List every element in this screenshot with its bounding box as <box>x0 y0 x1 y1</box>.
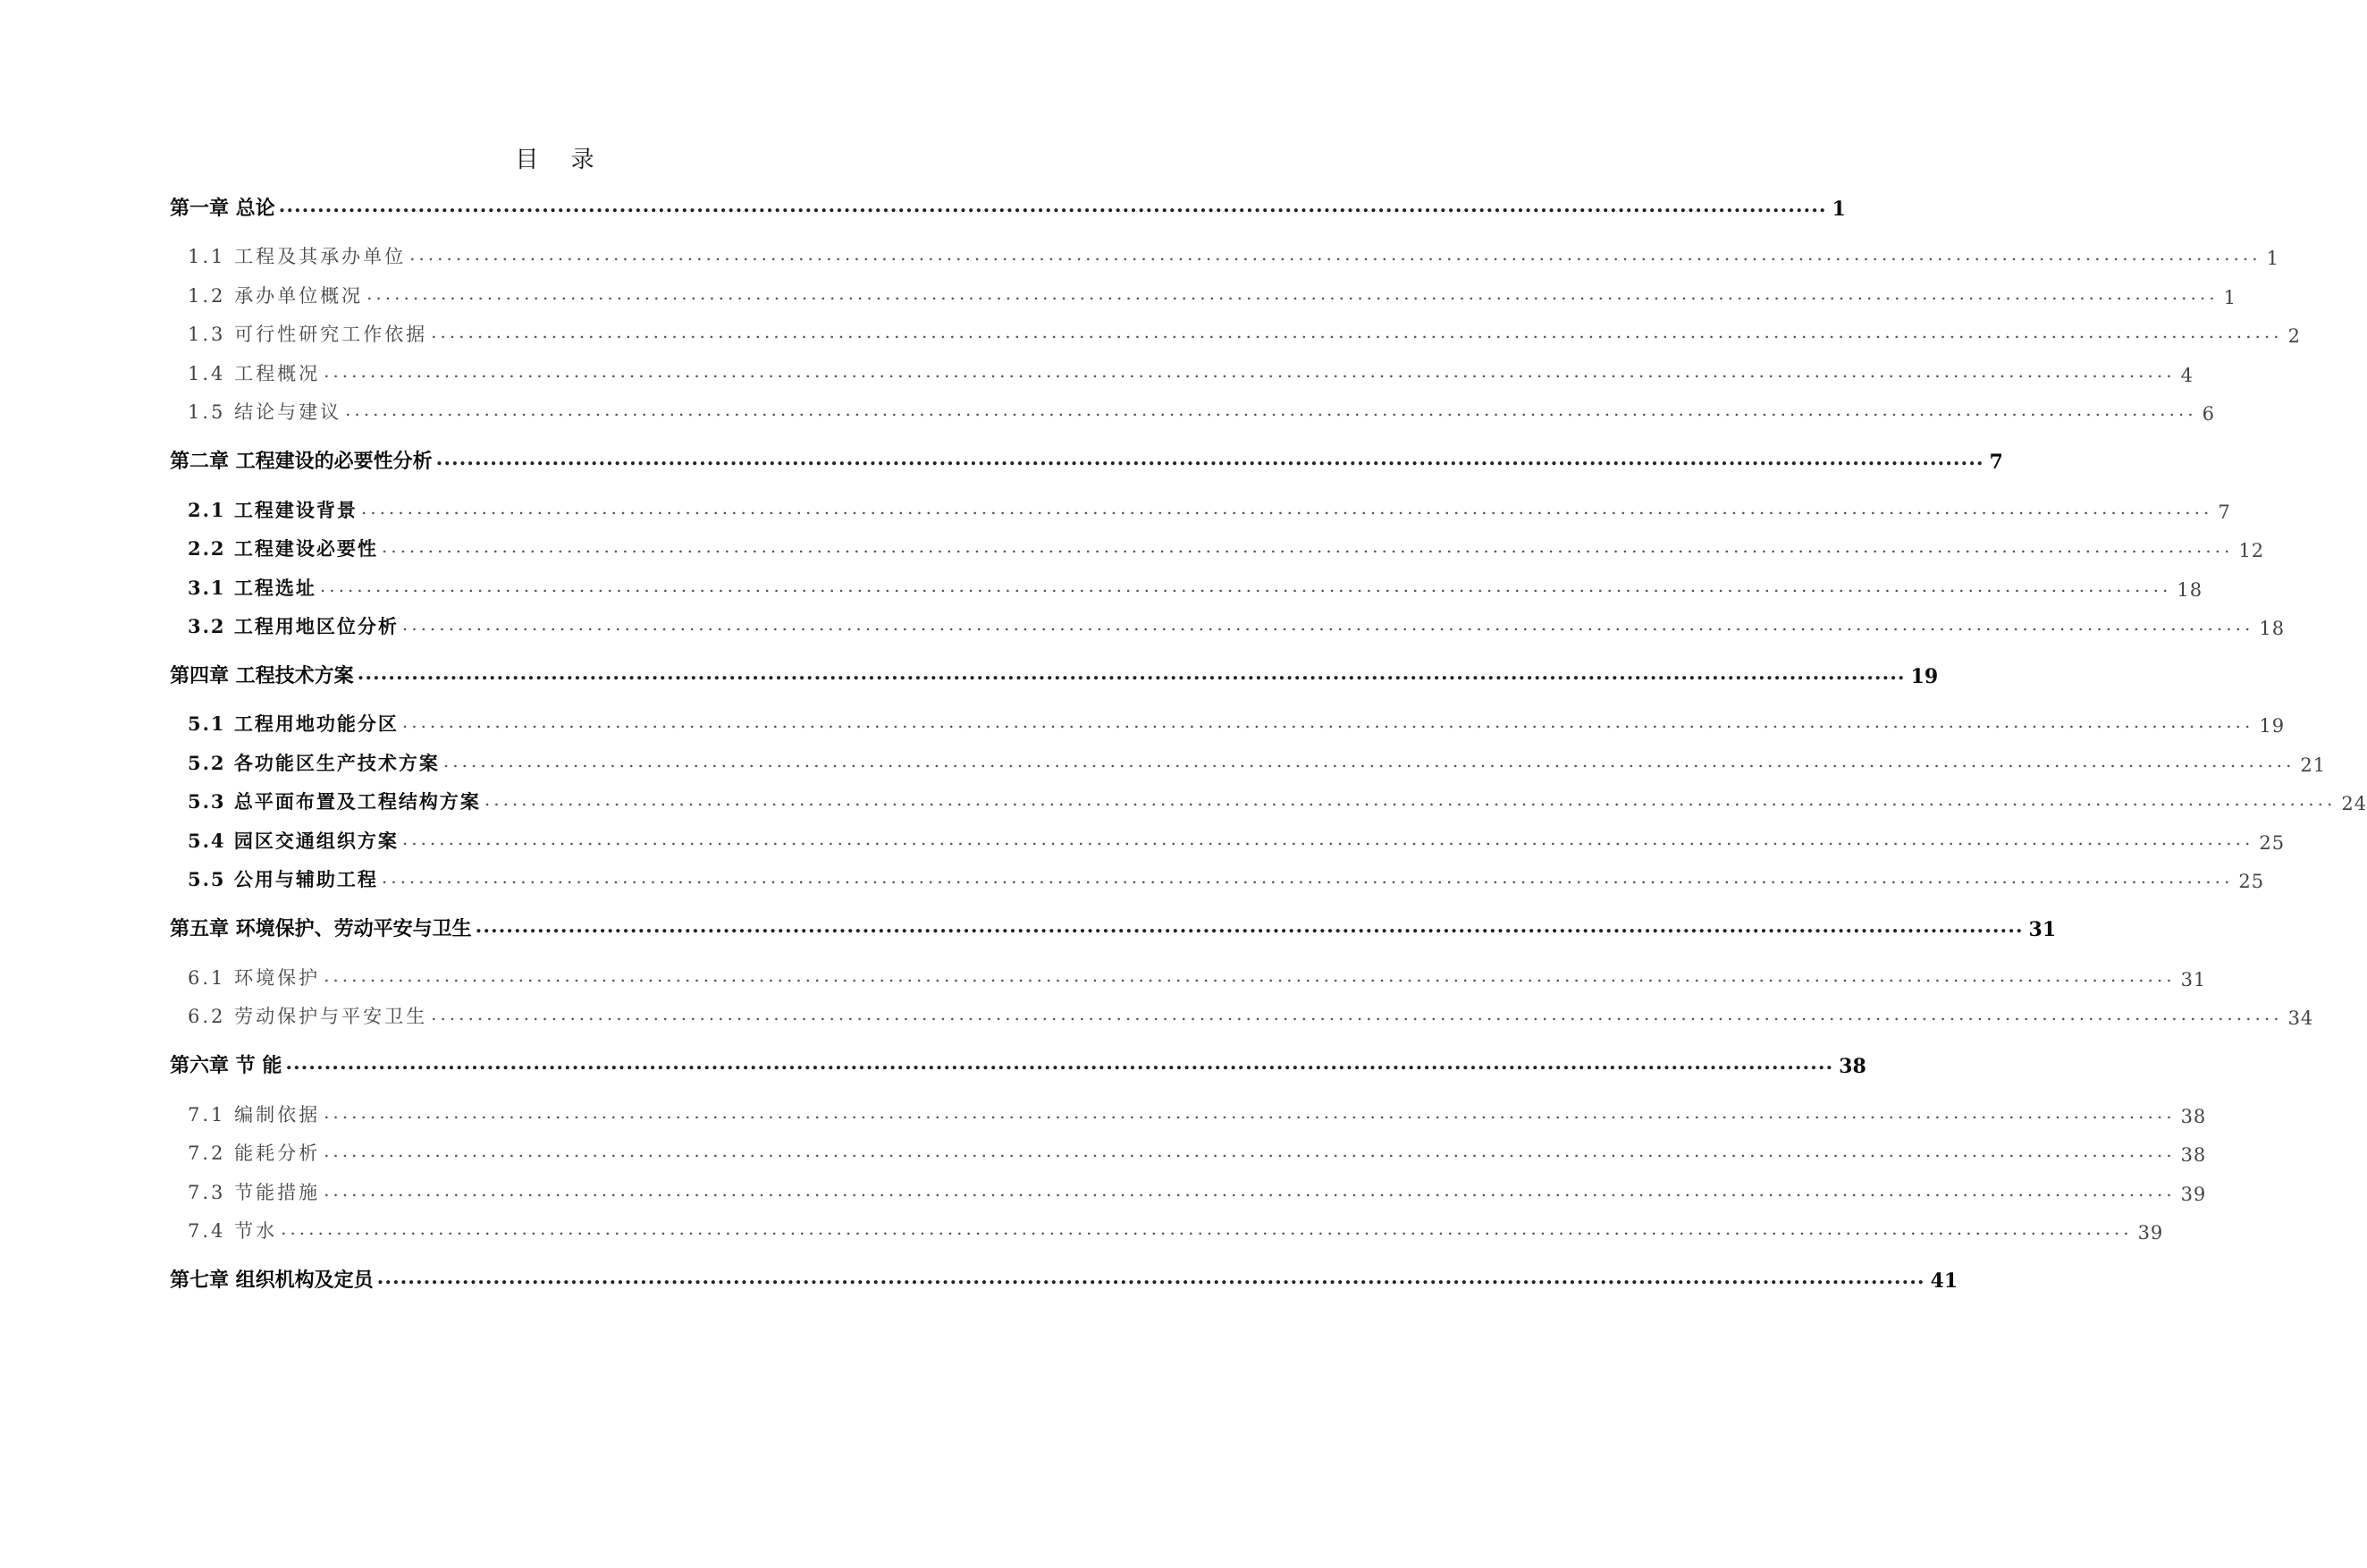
toc-entry-page: 12 <box>2238 540 2265 561</box>
toc-entry-section-7-4[interactable] <box>170 1213 2164 1243</box>
dot-leader: ........................................................................................................................................................................................................ <box>484 788 2337 810</box>
toc-entry-chapter-6[interactable] <box>170 1048 1866 1078</box>
toc-entry-label: 2.1 工程建设背景 <box>188 499 358 521</box>
dot-leader: ........................................................................................................................................................................................................ <box>324 965 2176 986</box>
toc-entry-section-5-2[interactable] <box>170 746 2327 776</box>
toc-entry-label: 1.3 可行性研究工作依据 <box>188 324 428 345</box>
dot-leader: ........................................................................................................................................................................................................ <box>435 447 1984 470</box>
dot-leader: ........................................................................................................................................................................................................ <box>357 662 1906 685</box>
toc-entry-section-5-1[interactable] <box>170 706 2286 737</box>
toc-entry-label: 6.2 劳动保护与平安卫生 <box>188 1006 428 1027</box>
dot-leader: ........................................................................................................................................................................................................ <box>324 1179 2176 1201</box>
toc-entry-page: 2 <box>2287 325 2301 347</box>
toc-entry-chapter-5[interactable] <box>170 911 2057 941</box>
toc-entry-label: 5.2 各功能区生产技术方案 <box>188 752 440 774</box>
toc-entry-label: 第七章 组织机构及定员 <box>170 1269 374 1292</box>
toc-entry-section-3-2[interactable] <box>170 609 2286 639</box>
toc-entry-section-6-1[interactable] <box>170 960 2207 991</box>
toc-entry-section-2-2[interactable] <box>170 531 2265 561</box>
dot-leader: ........................................................................................................................................................................................................ <box>285 1051 1834 1075</box>
dot-leader: ........................................................................................................................................................................................................ <box>281 1218 2133 1239</box>
toc-entry-page: 38 <box>2180 1106 2207 1127</box>
toc-entry-label: 6.1 环境保护 <box>188 967 321 989</box>
toc-entry-section-1-1[interactable] <box>170 239 2279 269</box>
toc-entry-page: 7 <box>1989 451 2003 474</box>
toc-entry-label: 1.5 结论与建议 <box>188 401 342 423</box>
toc-entry-page: 4 <box>2180 365 2194 386</box>
toc-entry-label: 3.1 工程选址 <box>188 577 316 599</box>
toc-entry-section-7-3[interactable] <box>170 1175 2207 1205</box>
dot-leader: ........................................................................................................................................................................................................ <box>475 915 2024 938</box>
toc-entry-section-5-3[interactable] <box>170 784 2367 814</box>
toc-entry-page: 24 <box>2341 793 2367 814</box>
toc-entry-label: 1.4 工程概况 <box>188 363 321 384</box>
toc-entry-page: 1 <box>1832 198 1846 221</box>
toc-entry-label: 1.1 工程及其承办单位 <box>188 246 407 267</box>
toc-entry-page: 18 <box>2259 618 2286 639</box>
toc-entry-label: 5.1 工程用地功能分区 <box>188 712 399 735</box>
toc-entry-page: 34 <box>2287 1007 2314 1029</box>
dot-leader: ........................................................................................................................................................................................................ <box>381 866 2234 888</box>
toc-entry-section-7-1[interactable] <box>170 1097 2207 1127</box>
dot-leader: ........................................................................................................................................................................................................ <box>324 360 2176 382</box>
toc-entry-section-1-3[interactable] <box>170 316 2301 347</box>
toc-entry-label: 2.2 工程建设必要性 <box>188 537 378 560</box>
toc-entry-page: 39 <box>2137 1222 2164 1243</box>
toc-entry-section-3-1[interactable] <box>170 570 2203 601</box>
toc-entry-chapter-7[interactable] <box>170 1262 1958 1293</box>
dot-leader: ........................................................................................................................................................................................................ <box>431 1003 2283 1024</box>
toc-entry-label: 3.2 工程用地区位分析 <box>188 615 399 637</box>
toc-entry-section-7-2[interactable] <box>170 1135 2207 1166</box>
toc-entry-label: 第六章 节 能 <box>170 1054 282 1077</box>
dot-leader: ........................................................................................................................................................................................................ <box>431 321 2283 342</box>
toc-entry-page: 1 <box>2266 248 2279 269</box>
toc-entry-page: 38 <box>2180 1144 2207 1166</box>
toc-entry-label: 第二章 工程建设的必要性分析 <box>170 450 433 473</box>
dot-leader: ........................................................................................................................................................................................................ <box>360 497 2213 518</box>
toc-entry-chapter-4[interactable] <box>170 658 1939 688</box>
dot-leader: ........................................................................................................................................................................................................ <box>409 243 2262 265</box>
toc-entry-label: 1.2 承办单位概况 <box>188 285 364 307</box>
toc-entry-section-1-4[interactable] <box>170 356 2194 386</box>
toc-entry-label: 第一章 总论 <box>170 197 275 220</box>
toc-title: 目 录 <box>515 147 607 173</box>
toc-entry-page: 6 <box>2202 403 2215 425</box>
toc-entry-page: 19 <box>2259 715 2286 737</box>
toc-entry-page: 19 <box>1910 665 1939 688</box>
dot-leader: ........................................................................................................................................................................................................ <box>381 535 2234 557</box>
toc-entry-section-2-1[interactable] <box>170 493 2231 523</box>
toc-entry-page: 25 <box>2259 832 2286 854</box>
toc-entry-page: 39 <box>2180 1184 2207 1205</box>
toc-entry-section-6-2[interactable] <box>170 999 2314 1029</box>
toc-entry-label: 5.4 园区交通组织方案 <box>188 830 399 852</box>
dot-leader: ........................................................................................................................................................................................................ <box>442 750 2295 771</box>
toc-entry-label: 5.3 总平面布置及工程结构方案 <box>188 790 481 813</box>
dot-leader: ........................................................................................................................................................................................................ <box>324 1140 2176 1161</box>
dot-leader: ........................................................................................................................................................................................................ <box>324 1101 2176 1123</box>
toc-entry-label: 7.2 能耗分析 <box>188 1142 321 1164</box>
toc-entry-label: 7.1 编制依据 <box>188 1104 321 1125</box>
toc-entry-page: 1 <box>2223 287 2236 308</box>
dot-leader: ........................................................................................................................................................................................................ <box>401 613 2254 635</box>
toc-entry-chapter-1[interactable] <box>170 190 1846 221</box>
toc-entry-page: 31 <box>2180 969 2207 991</box>
toc-entry-page: 7 <box>2218 502 2231 523</box>
toc-entry-section-1-2[interactable] <box>170 278 2236 308</box>
toc-entry-page: 18 <box>2177 579 2203 601</box>
dot-leader: ........................................................................................................................................................................................................ <box>366 282 2219 304</box>
toc-entry-label: 7.4 节水 <box>188 1220 278 1242</box>
toc-entry-label: 5.5 公用与辅助工程 <box>188 868 378 890</box>
toc-entry-section-5-5[interactable] <box>170 862 2265 892</box>
dot-leader: ........................................................................................................................................................................................................ <box>376 1266 1925 1289</box>
toc-entry-section-1-5[interactable] <box>170 394 2215 425</box>
dot-leader: ........................................................................................................................................................................................................ <box>401 711 2254 732</box>
dot-leader: ........................................................................................................................................................................................................ <box>345 399 2197 420</box>
dot-leader: ........................................................................................................................................................................................................ <box>401 828 2254 849</box>
dot-leader: ........................................................................................................................................................................................................ <box>319 575 2172 596</box>
dot-leader: ........................................................................................................................................................................................................ <box>278 194 1827 217</box>
toc-entry-label: 第四章 工程技术方案 <box>170 664 354 687</box>
toc-entry-label: 第五章 环境保护、劳动平安与卫生 <box>170 917 472 940</box>
toc-entry-page: 31 <box>2028 918 2057 941</box>
toc-entry-page: 38 <box>1839 1055 1866 1078</box>
toc-entry-label: 7.3 节能措施 <box>188 1182 321 1203</box>
toc-entry-section-5-4[interactable] <box>170 823 2286 854</box>
toc-entry-chapter-2[interactable] <box>170 443 2003 474</box>
toc-entry-page: 21 <box>2300 754 2327 776</box>
toc-entry-page: 25 <box>2238 871 2265 892</box>
toc-entry-page: 41 <box>1930 1269 1958 1293</box>
